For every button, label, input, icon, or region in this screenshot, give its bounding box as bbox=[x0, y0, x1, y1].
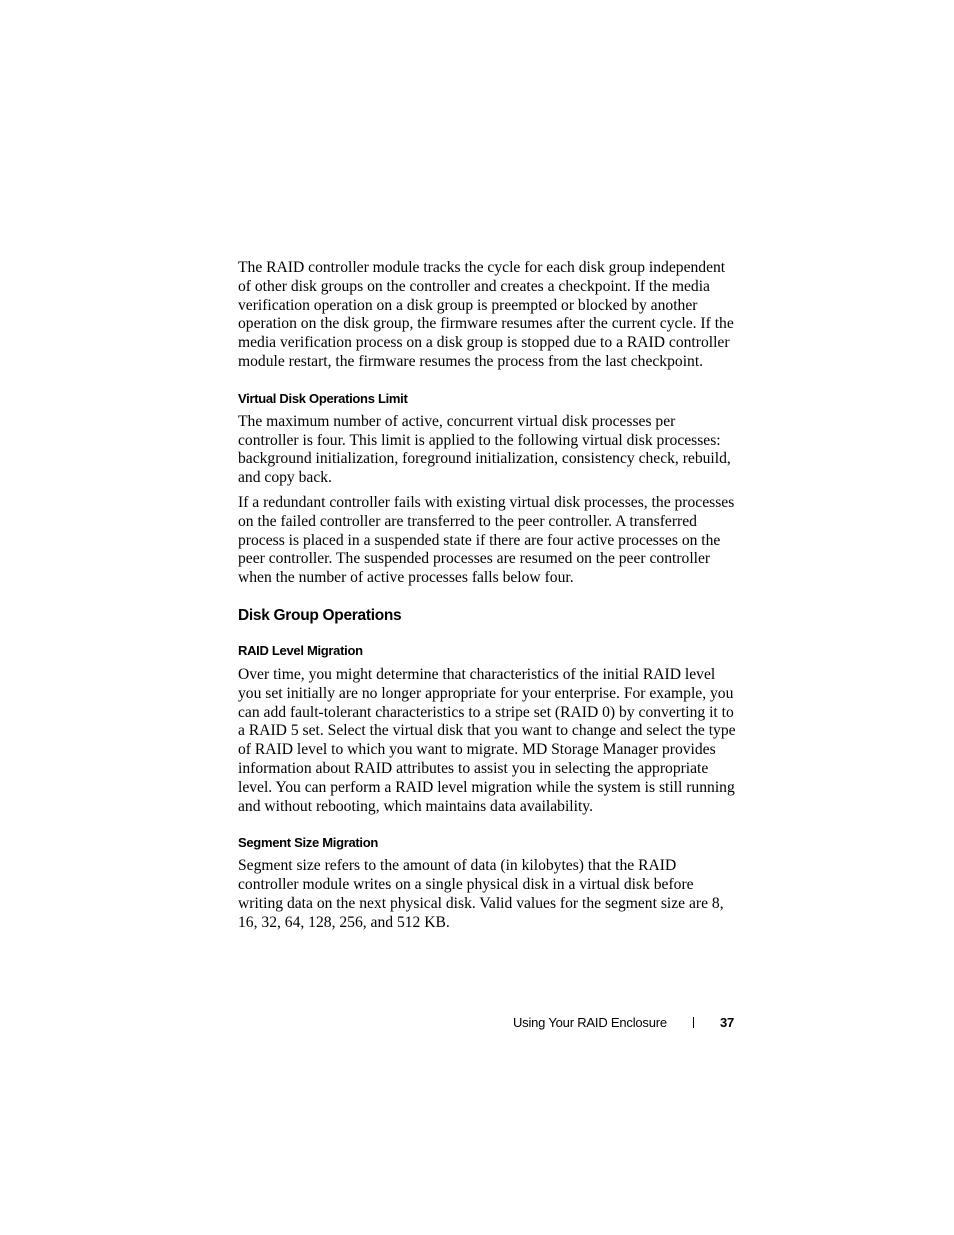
heading-virtual-disk-operations-limit: Virtual Disk Operations Limit bbox=[238, 390, 408, 406]
paragraph-segment-size: Segment size refers to the amount of data (in kilobytes) that the RAID controller module writes on a single physical disk in a virtual disk before writing data on the next physical disk. Valid values for the segment size are 8, 16, 32, 64, 128, 256, and 512 KB. bbox=[238, 857, 724, 931]
paragraph-redundant-controller: If a redundant controller fails with existing virtual disk processes, the processes on the failed controller are transferred to the peer controller. A transferred process is placed in a suspended state if there are four active processes on the peer controller. The suspended processes are resumed on the peer controller when the number of active processes falls below four. bbox=[238, 493, 735, 587]
page-number: 37 bbox=[719, 1015, 734, 1030]
footer-chapter-title: Using Your RAID Enclosure bbox=[512, 1015, 667, 1030]
page-content bbox=[238, 259, 738, 933]
paragraph-media-verification: The RAID controller module tracks the cycle for each disk group independent of other disk groups on the controller and creates a checkpoint. If the media verification operation on a disk group is preempted or blocked by another operation on the disk group, the firmware resumes after the current cycle. If the media verification process on a disk group is stopped due to a RAID controller module restart, the firmware resumes the process from the last checkpoint. bbox=[238, 259, 734, 370]
heading-segment-size-migration: Segment Size Migration bbox=[238, 835, 379, 851]
page-footer bbox=[513, 1015, 734, 1030]
paragraph-operations-limit: The maximum number of active, concurrent virtual disk processes per controller is four. This limit is applied to the following virtual disk processes: background initialization, foreground initialization, consistency check, rebuild, and copy back. bbox=[238, 412, 731, 487]
heading-raid-level-migration: RAID Level Migration bbox=[238, 642, 363, 658]
footer-separator bbox=[693, 1017, 694, 1028]
heading-disk-group-operations: Disk Group Operations bbox=[238, 606, 402, 624]
paragraph-raid-level-migration: Over time, you might determine that characteristics of the initial RAID level you set initially are no longer appropriate for your enterprise. For example, you can add fault-tolerant characteristics to a stripe set (RAID 0) by converting it to a RAID 5 set. Select the virtual disk that you want to change and select the type of RAID level to which you want to migrate. MD Storage Manager provides information about RAID attributes to assist you in selecting the appropriate level. You can perform a RAID level migration while the system is still running and without rebooting, which maintains data availability. bbox=[238, 665, 736, 815]
